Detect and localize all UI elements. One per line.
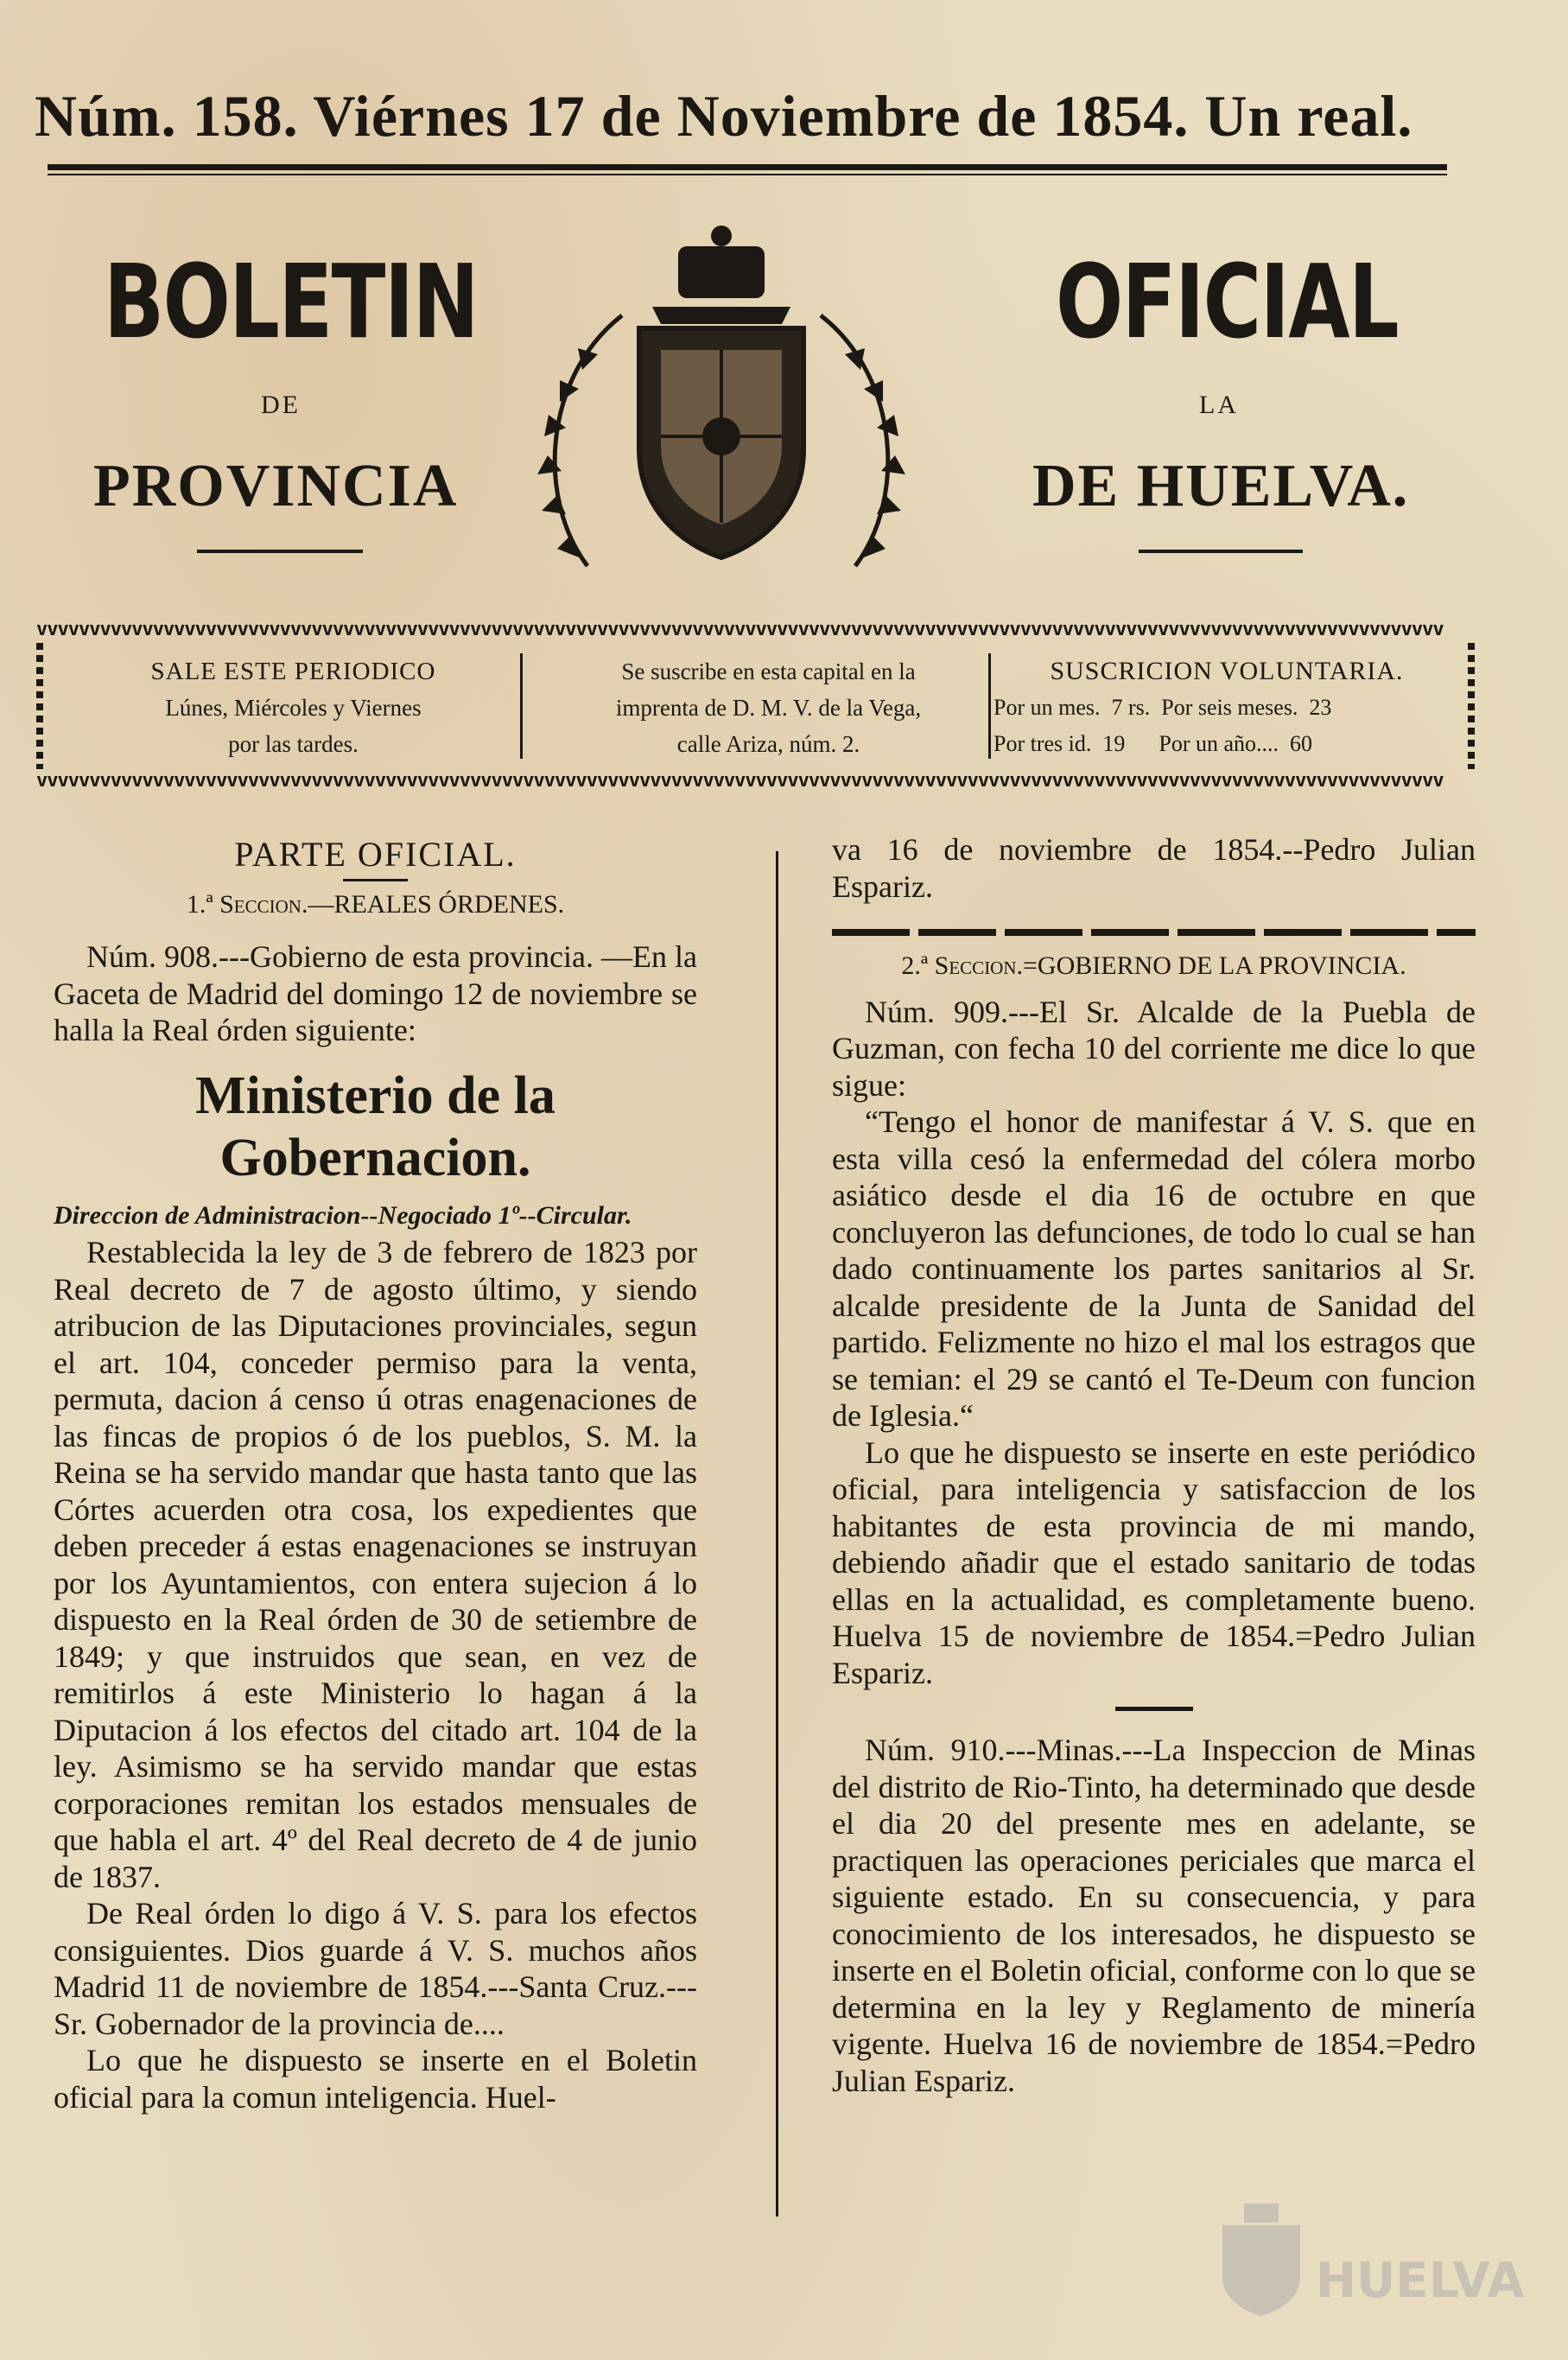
info-prices-line-2: Por un mes. 7 rs. Por seis meses. 23: [993, 695, 1332, 720]
title-de: DE: [261, 391, 301, 419]
notice-910-body: Núm. 910.---Minas.---La Inspeccion de Minas del distrito de Rio-Tinto, ha determinado que desde el dia 20 del presente mes en adelante, se practiquen las operaciones periciales que marca el siguiente estado. En su consecuencia, y para conocimiento de los interesados, he dispuesto se inserte en el Boletin oficial, conforme con lo que se determina en la ley y Reglamento de minería vigente. Huelva 16 de noviembre de 1854.=Pedro Julian Espariz.: [832, 1733, 1476, 2098]
section-2-rule: [832, 929, 1476, 936]
notice-909-quote: “Tengo el honor de manifestar á V. S. que en esta villa cesó la enfermedad del cólera morbo asiático desde el dia 16 de octubre en que concluyeron las defunciones, de todo lo cual se han dado continuamente los partes sanitarios al Sr. alcalde presidente de la Junta de Sanidad del partido. Felizmente no hizo el mal los estragos que se temian: el 29 se cantó el Te-Deum con funcion de Iglesia.“: [832, 1104, 1476, 1433]
title-la: LA: [1199, 391, 1239, 419]
notice-908-insert: Lo que he dispuesto se inserte en el Boletin oficial para la comun inteligencia. Huel-: [54, 2043, 697, 2115]
info-subscribe-line-2: imprenta de D. M. V. de la Vega,: [615, 695, 922, 721]
section-1-heading: 1.ª Seccion.—REALES ÓRDENES.: [186, 889, 565, 919]
info-col-schedule: [54, 653, 533, 762]
title-provincia: PROVINCIA: [93, 453, 459, 519]
subscription-info-box: [36, 619, 1475, 796]
ornamental-border-top: vvvvvvvvvvvvvvvvvvvvvvvvvvvvvvvvvvvvvvvvvvvvvvvvvvvvvvvvvvvvvvvvvvvvvvvvvvvvvvvvvvvvvvvvvvvvvvvvvvvvvvvvvvvvvvvvvvvvvvvvvvvvvvvvvvvvv: [36, 619, 1444, 640]
notice-separator: [1115, 1707, 1193, 1711]
notice-908-body: Restablecida la ley de 3 de febrero de 1823 por Real decreto de 7 de agosto último, y siendo atribucion de las Diputaciones provinciales, segun el art. 104, conceder permiso para la venta, permuta, dacion á censo ú otras enagenaciones de las fincas de propios ó de los pueblos, S. M. la Reina se ha servido mandar que hasta tanto que las Córtes acuerden otra cosa, los expedientes que deben preceder á estas enagenaciones se instruyan por los Ayuntamientos, con entera sujecion á lo dispuesto en la Real órden de 30 de setiembre de 1849; y que instruidos que sean, en vez de remitirlos á este Ministerio lo hagan á la Diputacion á los efectos del citado art. 104 de la ley. Asimismo se ha servido mandar que estas corporaciones remitan los estados mensuales de que habla el art. 4º del Real decreto de 4 de junio de 1837.: [54, 1235, 697, 1894]
masthead-line: Núm. 158. Viérnes 17 de Noviembre de 1854. Un real.: [35, 83, 1413, 149]
ornamental-border-bottom: vvvvvvvvvvvvvvvvvvvvvvvvvvvvvvvvvvvvvvvvvvvvvvvvvvvvvvvvvvvvvvvvvvvvvvvvvvvvvvvvvvvvvvvvvvvvvvvvvvvvvvvvvvvvvvvvvvvvvvvvvvvvvvvvvvvvv: [36, 770, 1444, 792]
left-column: [54, 836, 697, 2115]
section-2-heading: 2.ª Seccion.=GOBIERNO DE LA PROVINCIA.: [901, 951, 1406, 980]
info-divider-1: [520, 653, 523, 759]
title-boletin: BOLETIN: [104, 242, 479, 361]
huelva-watermark-logo: [1214, 2199, 1525, 2329]
notice-909-closing: Lo que he dispuesto se inserte en este periódico oficial, para inteligencia y satisfaccion de los habitantes de esta provincia de mi mando, debiendo añadir que el estado sanitario de todas ellas en la actualidad, es completamente bueno. Huelva 15 de noviembre de 1854.=Pedro Julian Espariz.: [832, 1434, 1476, 1690]
column-divider: [776, 851, 778, 2217]
info-divider-2: [988, 653, 991, 759]
parte-oficial-heading: PARTE OFICIAL.: [234, 835, 517, 874]
notice-908-signature: va 16 de noviembre de 1854.--Pedro Julian Espariz.: [832, 832, 1476, 904]
info-subscribe-line-1: Se suscribe en esta capital en la: [621, 658, 916, 684]
watermark-text: HUELVA: [1316, 2253, 1525, 2309]
notice-908-intro: Núm. 908.---Gobierno de esta provincia. —En la Gaceta de Madrid del domingo 12 de noviembre se halla la Real órden siguiente:: [54, 939, 697, 1047]
info-col-prices: [993, 653, 1460, 762]
title-ornament-right: [1139, 550, 1303, 553]
notice-909-intro: Núm. 909.---El Sr. Alcalde de la Puebla de Guzman, con fecha 10 del corriente me dice lo que sigue:: [832, 994, 1476, 1103]
info-border-left: [36, 643, 43, 769]
title-ornament-left: [197, 550, 363, 553]
info-schedule-line-2: Lúnes, Miércoles y Viernes: [165, 695, 422, 721]
right-column: [832, 831, 1476, 2099]
ministerio-heading: Ministerio de la Gobernacion.: [195, 1065, 555, 1187]
info-prices-line-3: Por tres id. 19 Por un año.... 60: [993, 731, 1313, 756]
notice-908-closing: De Real órden lo digo á V. S. para los efectos consiguientes. Dios guarde á V. S. muchos años Madrid 11 de noviembre de 1854.---Santa Cruz.---Sr. Gobernador de la provincia de....: [54, 1896, 697, 2041]
title-de-huelva: DE HUELVA.: [1032, 453, 1410, 519]
info-schedule-line-3: por las tardes.: [228, 731, 359, 757]
watermark-shield-icon: [1214, 2199, 1309, 2320]
title-oficial: OFICIAL: [1056, 242, 1399, 361]
info-col-subscribe: [529, 653, 1008, 762]
heading-ornament: [343, 879, 408, 881]
masthead-rule: [48, 164, 1447, 170]
masthead-rule-thin: [48, 174, 1447, 175]
info-subscribe-line-3: calle Ariza, núm. 2.: [676, 731, 860, 757]
coat-of-arms-icon: [518, 220, 924, 583]
info-schedule-line-1: SALE ESTE PERIODICO: [150, 658, 436, 685]
info-border-right: [1468, 643, 1475, 769]
info-prices-line-1: SUSCRICION VOLUNTARIA.: [1050, 657, 1404, 685]
direccion-line: Direccion de Administracion--Negociado 1º--Circular.: [54, 1200, 632, 1230]
